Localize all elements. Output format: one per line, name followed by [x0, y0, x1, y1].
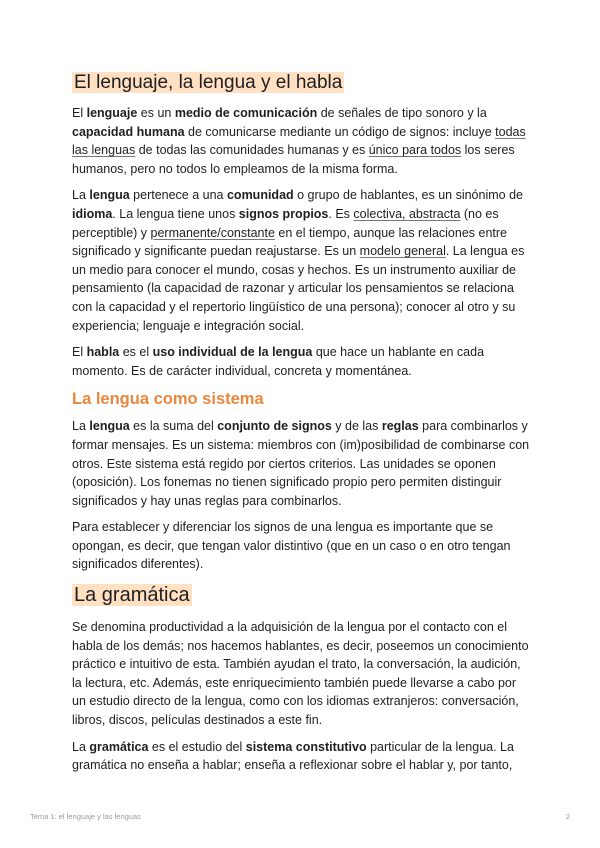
text-run: particular de la lengua. La gramática no enseña a hablar; enseña a reflexionar sobre el hablar y, por tanto,: [72, 739, 514, 773]
bold-term: lengua: [89, 188, 130, 203]
text-run: es la suma del: [129, 419, 218, 434]
text-run: El: [72, 106, 87, 120]
section-title-text: El lenguaje, la lengua y el habla: [74, 72, 343, 93]
paragraph: [72, 186, 530, 335]
text-run: de señales de tipo sonoro y la: [317, 106, 487, 120]
underlined-term: modelo general: [359, 244, 446, 259]
text-run: y de las: [331, 419, 382, 434]
text-run: es un: [137, 106, 175, 120]
text-run: en el tiempo, aunque las relaciones entre significado y significante puedan reajustarse. Es un: [72, 225, 507, 259]
paragraph: [72, 738, 530, 775]
bold-term: signos propios: [238, 206, 329, 221]
text-run: de comunicarse mediante un código de signos: incluye: [184, 124, 496, 139]
section-title: [72, 582, 530, 608]
text-run: de todas las comunidades humanas y es: [135, 143, 369, 158]
text-run: es el: [119, 345, 153, 360]
subsection-title: La lengua como sistema: [72, 390, 264, 409]
section-title-text: La gramática: [74, 584, 190, 607]
bold-term: sistema constitutivo: [245, 739, 367, 754]
bold-term: comunidad: [226, 188, 294, 203]
text-run: que hace un hablante en cada momento. Es de carácter individual, concreta y momentánea.: [72, 345, 485, 378]
text-run: es el estudio del: [148, 739, 246, 754]
bold-term: capacidad humana: [72, 124, 185, 139]
text-run: (no es perceptible) y: [72, 206, 499, 240]
text-run: . Es: [328, 206, 354, 221]
paragraph: [72, 518, 530, 574]
text-run: La: [72, 188, 90, 203]
bold-term: uso individual de la lengua: [152, 345, 313, 360]
bold-term: lengua: [89, 419, 130, 434]
text-run: Para establecer y diferenciar los signos de una lengua es importante que se opongan, es decir, que tengan valor distintivo (que en un caso o en otro tengan significados diferentes).: [72, 520, 511, 572]
paragraph: [72, 417, 530, 510]
text-run: o grupo de hablantes, es un sinónimo de: [293, 188, 523, 203]
text-run: La: [72, 739, 90, 754]
text-run: La: [72, 419, 90, 434]
bold-term: habla: [86, 345, 120, 360]
bold-term: reglas: [381, 419, 419, 434]
page-number: 2: [565, 812, 570, 821]
underlined-term: único para todos: [368, 143, 462, 158]
footer-title: Tema 1: el lenguaje y las lenguas: [30, 812, 141, 821]
underlined-term: permanente/constante: [150, 225, 275, 240]
section-title: [72, 70, 530, 96]
text-run: . La lengua es un medio para conocer el mundo, cosas y hechos. Es un instrumento auxiliar de pensamiento (la capacidad de razonar y articular los pensamientos se relaciona con la capacidad y el repertorio lingüístico de una persona); conocer al otro y su experiencia; lenguaje e integración social.: [72, 244, 525, 333]
bold-term: lenguaje: [86, 106, 138, 120]
bold-term: idioma: [72, 206, 113, 221]
text-run: para combinarlos y formar mensajes. Es un sistema: miembros con (im)posibilidad de combinarse con otros. Este sistema está regido por ciertos criterios. Las unidades se oponen (oposición). Los fonemas no tienen significado propio pero permiten distinguir significados y hay unas reglas para combinarlos.: [72, 419, 530, 508]
text-run: El: [72, 345, 87, 360]
paragraph: [72, 343, 530, 380]
underlined-term: colectiva, abstracta: [353, 206, 461, 221]
text-run: los seres humanos, pero no todos lo empleamos de la misma forma.: [72, 143, 515, 176]
underlined-term: todas las lenguas: [72, 124, 526, 158]
bold-term: gramática: [89, 739, 149, 754]
text-run: . La lengua tiene unos: [112, 206, 239, 221]
paragraph: [72, 104, 530, 178]
document-page: [72, 70, 530, 783]
bold-term: medio de comunicación: [174, 106, 318, 120]
text-run: Se denomina productividad a la adquisición de la lengua por el contacto con el habla de los demás; nos hacemos hablantes, es decir, poseemos un conocimiento práctico e intuitivo de esta. También ayudan el trato, la conversación, la audición, la lectura, etc. Además, este enriquecimiento también puede llevarse a cabo por un estudio directo de la lengua, como con los idiomas extranjeros: conversación, libros, discos, películas destinados a este fin.: [72, 620, 529, 728]
bold-term: conjunto de signos: [217, 419, 332, 434]
text-run: pertenece a una: [129, 188, 227, 203]
paragraph: [72, 618, 530, 730]
